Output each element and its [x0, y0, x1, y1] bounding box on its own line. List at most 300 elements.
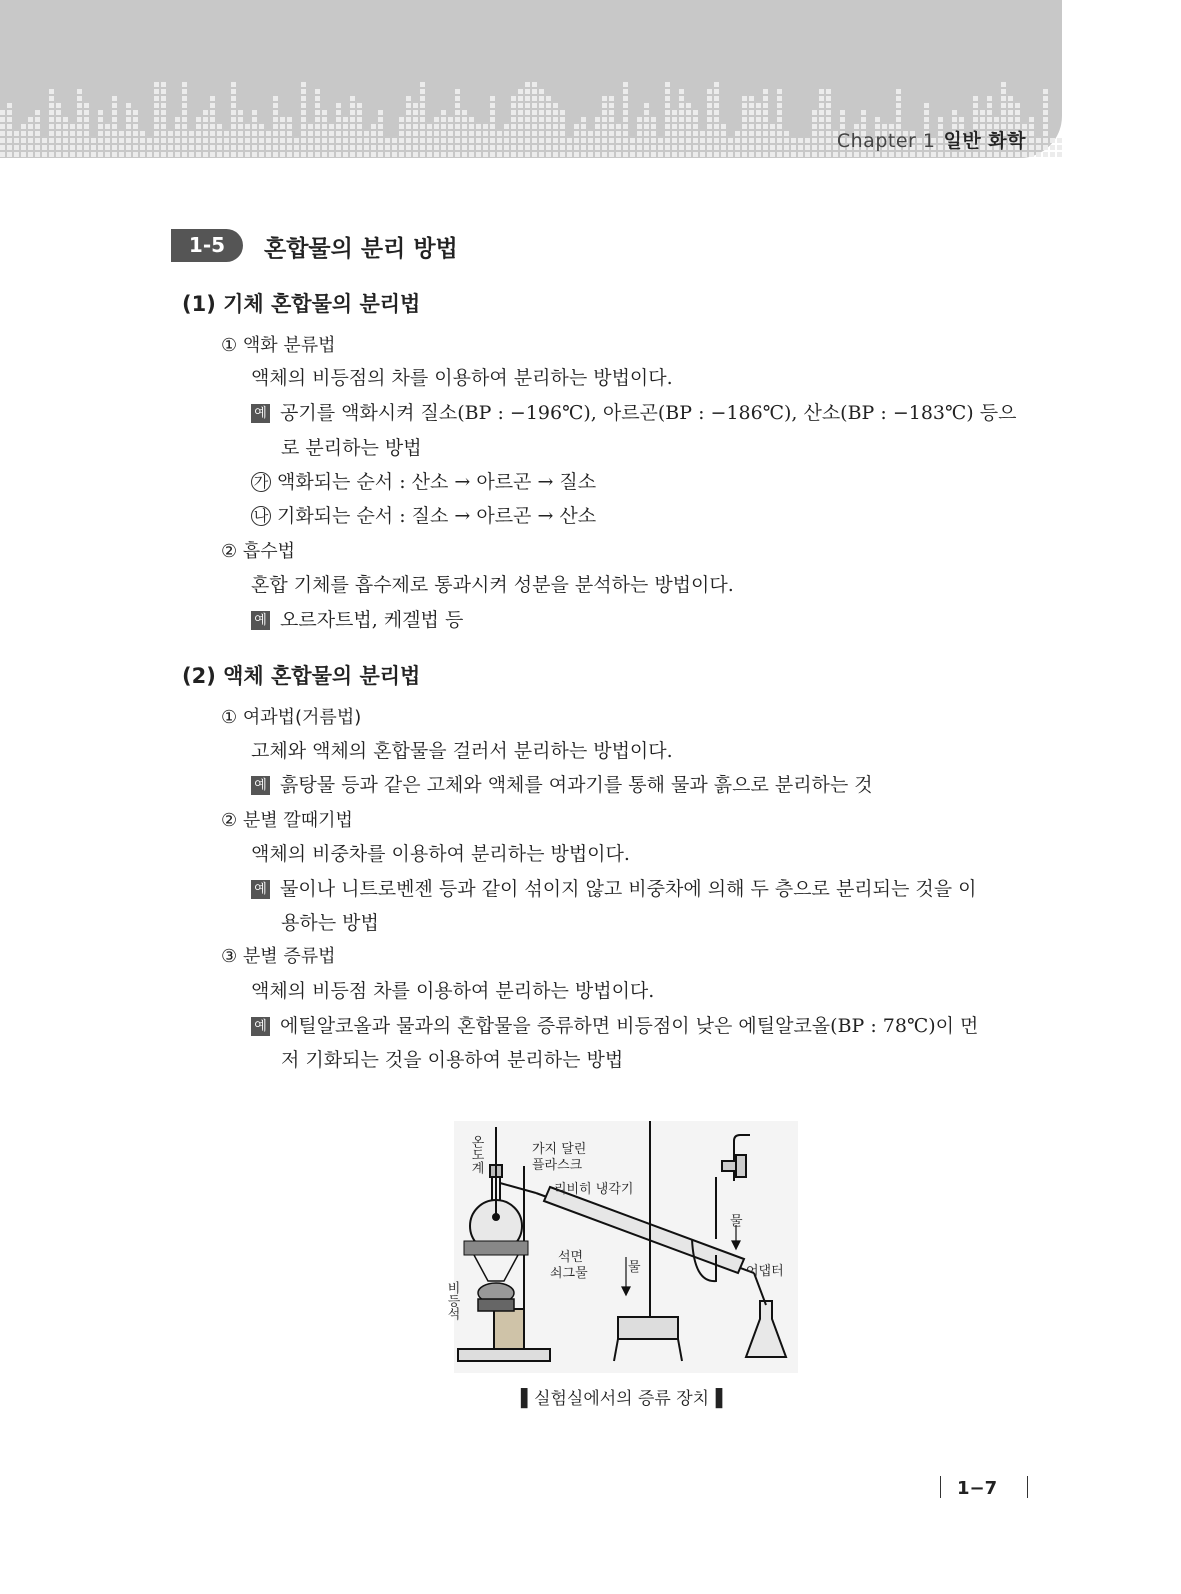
header-dot [98, 152, 103, 157]
header-dot [364, 131, 369, 136]
header-dot [707, 110, 712, 115]
gas-method-2-example [251, 605, 463, 632]
header-dot [574, 131, 579, 136]
header-dot [126, 145, 131, 150]
header-dot [455, 138, 460, 143]
header-dot [182, 145, 187, 150]
circled-mark: 나 [251, 506, 271, 526]
header-dot [763, 103, 768, 108]
header-dot [91, 138, 96, 143]
header-dot [763, 117, 768, 122]
header-dot [476, 124, 481, 129]
header-dot [1001, 96, 1006, 101]
header-dot [231, 138, 236, 143]
header-dot [224, 152, 229, 157]
header-dot [840, 110, 845, 115]
header-dot [161, 89, 166, 94]
header-dot [112, 138, 117, 143]
header-dot [644, 103, 649, 108]
header-dot [749, 145, 754, 150]
header-dot [511, 145, 516, 150]
header-dot [56, 131, 61, 136]
header-dot [371, 131, 376, 136]
header-dot [441, 110, 446, 115]
header-dot [623, 152, 628, 157]
label-gauze-1: 석면 [558, 1250, 584, 1265]
header-dot [644, 110, 649, 115]
header-dot [623, 131, 628, 136]
header-dot [896, 103, 901, 108]
header-dot [203, 110, 208, 115]
header-dot [126, 152, 131, 157]
header-dot [350, 152, 355, 157]
header-dot [742, 138, 747, 143]
header-dot [623, 138, 628, 143]
label-flask-1: 가지 달린 [532, 1142, 587, 1157]
header-dot [826, 152, 831, 157]
header-dot [525, 82, 530, 87]
header-dot [714, 124, 719, 129]
header-dot [602, 96, 607, 101]
header-dot [1043, 96, 1048, 101]
header-dot [182, 96, 187, 101]
header-dot [602, 117, 607, 122]
header-dot [756, 117, 761, 122]
header-dot [518, 145, 523, 150]
gas-method-1-example [251, 398, 1016, 425]
header-dot [462, 117, 467, 122]
header-dot [518, 152, 523, 157]
header-dot [1043, 145, 1048, 150]
header-dot [770, 152, 775, 157]
header-dot [483, 131, 488, 136]
header-dot [77, 103, 82, 108]
header-dot [763, 96, 768, 101]
header-dot [812, 110, 817, 115]
header-dot [245, 145, 250, 150]
header-dot [861, 110, 866, 115]
header-dot [210, 110, 215, 115]
header-dot [224, 131, 229, 136]
header-dot [105, 138, 110, 143]
header-dot [686, 110, 691, 115]
header-dot [1015, 117, 1020, 122]
header-dot [56, 103, 61, 108]
label-flask-2: 플라스크 [532, 1158, 583, 1173]
header-dot [714, 110, 719, 115]
header-dot [644, 124, 649, 129]
header-dot [420, 96, 425, 101]
header-dot [378, 152, 383, 157]
header-dot [301, 124, 306, 129]
header-dot [175, 117, 180, 122]
header-dot [21, 152, 26, 157]
header-dot [315, 103, 320, 108]
header-dot [525, 138, 530, 143]
header-dot [714, 145, 719, 150]
header-dot [28, 152, 33, 157]
header-dot [336, 152, 341, 157]
gas-method-1-example-cont: 로 분리하는 방법 [281, 437, 422, 459]
header-dot [679, 96, 684, 101]
header-dot [259, 152, 264, 157]
header-dot [574, 152, 579, 157]
header-dot [714, 103, 719, 108]
header-dot [644, 117, 649, 122]
header-dot [1043, 124, 1048, 129]
header-dot [420, 117, 425, 122]
header-dot [420, 131, 425, 136]
header-dot [343, 131, 348, 136]
header-dot [742, 124, 747, 129]
header-dot [924, 110, 929, 115]
header-dot [448, 152, 453, 157]
header-dot [119, 152, 124, 157]
header-dot [623, 110, 628, 115]
header-dot [609, 103, 614, 108]
header-dot [637, 131, 642, 136]
header-dot [574, 145, 579, 150]
header-dot [672, 124, 677, 129]
header-dot [238, 138, 243, 143]
header-dot [1029, 145, 1034, 150]
header-dot [329, 145, 334, 150]
header-dot [784, 152, 789, 157]
header-dot [539, 131, 544, 136]
header-dot [490, 145, 495, 150]
header-dot [210, 131, 215, 136]
header-dot [455, 117, 460, 122]
header-dot [280, 152, 285, 157]
header-dot [7, 117, 12, 122]
header-dot [840, 117, 845, 122]
header-dot [518, 110, 523, 115]
header-dot [560, 117, 565, 122]
header-banner [0, 0, 1062, 158]
header-dot [420, 138, 425, 143]
header-dot [651, 145, 656, 150]
header-dot [399, 152, 404, 157]
header-dot [490, 103, 495, 108]
header-dot [252, 131, 257, 136]
header-dot [665, 152, 670, 157]
header-dot [168, 138, 173, 143]
header-dot [182, 110, 187, 115]
header-dot [588, 138, 593, 143]
header-dot [287, 117, 292, 122]
header-dot [329, 124, 334, 129]
header-dot [63, 152, 68, 157]
header-dot [532, 138, 537, 143]
header-dot [756, 131, 761, 136]
header-dot [777, 110, 782, 115]
header-dot [770, 131, 775, 136]
header-dot [539, 152, 544, 157]
header-dot [553, 117, 558, 122]
header-dot [35, 131, 40, 136]
header-dot [679, 89, 684, 94]
header-dot [623, 124, 628, 129]
header-dot [448, 124, 453, 129]
header-dot [196, 124, 201, 129]
header-dot [161, 82, 166, 87]
header-dot [511, 110, 516, 115]
header-dot [140, 131, 145, 136]
header-dot [525, 117, 530, 122]
header-dot [784, 145, 789, 150]
header-dot [210, 152, 215, 157]
label-condenser: 리비히 냉각기 [554, 1182, 634, 1197]
header-dot [266, 145, 271, 150]
header-dot [749, 117, 754, 122]
header-dot [469, 131, 474, 136]
header-dot [133, 124, 138, 129]
header-dot [126, 103, 131, 108]
header-dot [217, 131, 222, 136]
header-dot [168, 131, 173, 136]
header-dot [819, 89, 824, 94]
header-dot [77, 124, 82, 129]
header-dot [231, 96, 236, 101]
header-dot [714, 89, 719, 94]
header-dot [77, 152, 82, 157]
gas-method-1-title: ① 액화 분류법 [221, 335, 336, 356]
header-dot [742, 131, 747, 136]
header-dot [525, 152, 530, 157]
header-dot [1043, 110, 1048, 115]
header-dot [245, 152, 250, 157]
header-dot [693, 152, 698, 157]
header-dot [679, 117, 684, 122]
header-dot [511, 138, 516, 143]
header-dot [518, 138, 523, 143]
header-dot [28, 131, 33, 136]
header-dot [28, 138, 33, 143]
header-dot [546, 131, 551, 136]
header-dot [651, 138, 656, 143]
header-dot [322, 152, 327, 157]
header-dot [588, 131, 593, 136]
label-thermometer: 온도계 [468, 1135, 484, 1174]
header-dot [539, 103, 544, 108]
header-dot [182, 124, 187, 129]
header-dot [672, 145, 677, 150]
header-dot [406, 96, 411, 101]
header-dot [1029, 117, 1034, 122]
header-dot [266, 152, 271, 157]
header-dot [756, 145, 761, 150]
header-dot [287, 124, 292, 129]
header-dot [1036, 152, 1041, 157]
header-dot [154, 82, 159, 87]
header-dot [1043, 103, 1048, 108]
header-dot [1001, 117, 1006, 122]
header-dot [56, 138, 61, 143]
header-dot [553, 138, 558, 143]
header-dot [315, 117, 320, 122]
header-dot [812, 117, 817, 122]
header-dot [91, 152, 96, 157]
header-dot [721, 138, 726, 143]
header-dot [686, 138, 691, 143]
header-dot [441, 131, 446, 136]
header-dot [21, 138, 26, 143]
header-dot [770, 124, 775, 129]
header-dot [189, 138, 194, 143]
header-dot [609, 124, 614, 129]
header-dot [532, 117, 537, 122]
header-dot [161, 96, 166, 101]
header-dot [679, 131, 684, 136]
header-dot [686, 117, 691, 122]
header-dot [315, 96, 320, 101]
header-dot [777, 131, 782, 136]
header-dot [497, 138, 502, 143]
header-dot [182, 138, 187, 143]
header-dot [168, 152, 173, 157]
header-dot [798, 145, 803, 150]
header-dot [427, 131, 432, 136]
header-dot [819, 152, 824, 157]
header-dot [455, 131, 460, 136]
liquid-method-1-desc: 고체와 액체의 혼합물을 걸러서 분리하는 방법이다. [251, 740, 673, 762]
header-dot [406, 124, 411, 129]
header-dot [504, 145, 509, 150]
header-dot [154, 96, 159, 101]
header-dot [560, 138, 565, 143]
header-dot [1001, 103, 1006, 108]
header-dot [231, 82, 236, 87]
header-dot [602, 152, 607, 157]
header-dot [553, 124, 558, 129]
header-dot [175, 145, 180, 150]
header-dot [98, 110, 103, 115]
header-dot [672, 152, 677, 157]
header-dot [42, 145, 47, 150]
header-dot [896, 110, 901, 115]
header-dot [77, 117, 82, 122]
header-dot [791, 145, 796, 150]
header-dot [182, 117, 187, 122]
header-dot [203, 138, 208, 143]
liquid-method-1-title: ① 여과법(거름법) [221, 707, 362, 728]
header-dot [777, 152, 782, 157]
header-dot [602, 110, 607, 115]
header-dot [532, 124, 537, 129]
header-dot [490, 152, 495, 157]
header-dot [413, 152, 418, 157]
header-dot [357, 103, 362, 108]
header-dot [441, 124, 446, 129]
example-tag: 예 [251, 611, 270, 630]
header-dot [238, 152, 243, 157]
header-dot [469, 117, 474, 122]
label-water-in: 물 [730, 1214, 743, 1229]
header-dot [434, 117, 439, 122]
header-dot [805, 145, 810, 150]
header-dot [238, 124, 243, 129]
header-dot [420, 103, 425, 108]
header-dot [14, 145, 19, 150]
header-dot [49, 103, 54, 108]
header-dot [658, 138, 663, 143]
header-dot [665, 103, 670, 108]
header-dot [574, 138, 579, 143]
header-dot [399, 145, 404, 150]
example-tag: 예 [251, 776, 270, 795]
header-dot [7, 131, 12, 136]
burner [478, 1283, 514, 1311]
header-dot [301, 145, 306, 150]
header-dot [140, 152, 145, 157]
example-tag: 예 [251, 1017, 270, 1036]
header-dot [238, 131, 243, 136]
header-dot [343, 145, 348, 150]
header-dot [420, 145, 425, 150]
header-dot [665, 96, 670, 101]
header-dot [427, 145, 432, 150]
header-dot [378, 110, 383, 115]
header-dot [98, 138, 103, 143]
header-dot [623, 89, 628, 94]
header-dot [70, 131, 75, 136]
header-dot [455, 152, 460, 157]
header-dot [231, 131, 236, 136]
header-dot [1029, 131, 1034, 136]
header-dot [252, 110, 257, 115]
header-dot [987, 103, 992, 108]
header-dot [532, 96, 537, 101]
header-dot [189, 152, 194, 157]
header-dot [504, 138, 509, 143]
header-dot [392, 138, 397, 143]
header-dot [35, 145, 40, 150]
header-dot [525, 110, 530, 115]
header-dot [721, 152, 726, 157]
header-dot [77, 96, 82, 101]
header-dot [434, 138, 439, 143]
header-dot [595, 131, 600, 136]
header-dot [819, 131, 824, 136]
header-dot [728, 152, 733, 157]
header-dot [581, 117, 586, 122]
header-dot [1029, 152, 1034, 157]
header-dot [217, 145, 222, 150]
header-dot [231, 124, 236, 129]
example-text: 공기를 액화시켜 질소(BP : −196℃), 아르곤(BP : −186℃), 산소(BP : −183℃) 등으 [280, 402, 1017, 424]
header-dot [70, 152, 75, 157]
header-dot [665, 138, 670, 143]
header-dot [777, 89, 782, 94]
header-dot [399, 138, 404, 143]
header-dot [742, 96, 747, 101]
chapter-title: 일반 화학 [943, 130, 1026, 152]
header-dot [462, 138, 467, 143]
label-water-out: 물 [628, 1260, 641, 1275]
header-dot [476, 131, 481, 136]
header-dot [133, 145, 138, 150]
header-dot [735, 152, 740, 157]
gas-method-1-sub-b [251, 501, 596, 528]
header-dot [315, 152, 320, 157]
header-dot [301, 82, 306, 87]
header-dot [413, 124, 418, 129]
header-dot [567, 138, 572, 143]
header-dot [420, 89, 425, 94]
header-dot [623, 103, 628, 108]
header-dot [231, 103, 236, 108]
header-dot [420, 152, 425, 157]
